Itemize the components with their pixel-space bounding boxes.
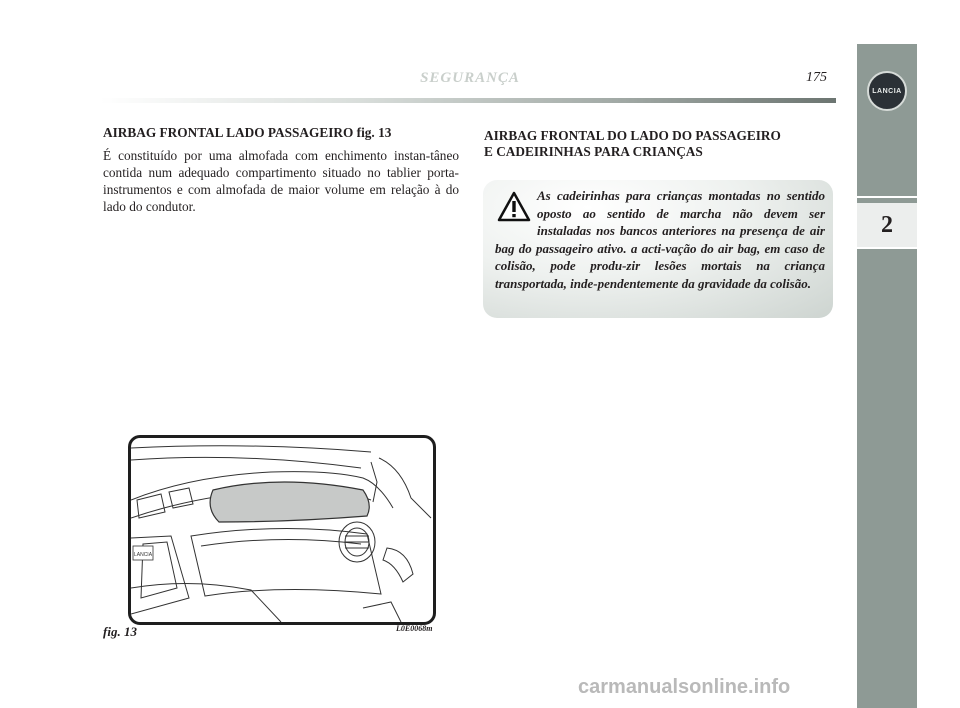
watermark-text: carmanualsonline.info [578, 676, 791, 698]
figure-code: L0E0068m [396, 624, 433, 633]
radio-badge-text: LANCIA [133, 552, 153, 558]
chapter-tab[interactable] [857, 203, 917, 247]
lancia-logo [867, 71, 907, 111]
header-rule [100, 98, 836, 103]
figure-caption: fig. 13 [103, 624, 137, 639]
section-heading-right: AIRBAG FRONTAL DO LADO DO PASSAGEIRO E CADEIRINHAS PARA CRIANÇAS [484, 128, 781, 159]
body-paragraph: É constituído por uma almofada com enchimento instan-tâneo contida num adequado compartimento situado no tablier porta-instrumentos e com almofada de maior volume em relação à do lado do condutor. [103, 148, 459, 214]
chapter-sidebar [857, 44, 917, 708]
sidebar-divider [857, 247, 917, 249]
right-column [484, 128, 824, 160]
sidebar-divider [857, 196, 917, 198]
logo-text: LANCIA [872, 87, 902, 95]
figure-frame [128, 435, 436, 625]
warning-text: As cadeirinhas para crianças montadas no sentido oposto ao sentido de marcha não devem ser instaladas nos bancos anteriores na presença de air bag do passageiro ativo. a acti-vação do air bag, em caso de colisão, pode produ-zir lesões mortais na criança transportada, inde-pendentemente da gravidade da colisão. [495, 188, 825, 291]
chapter-number: 2 [881, 211, 893, 238]
page-number: 175 [806, 70, 827, 85]
dashboard-illustration [131, 438, 433, 622]
section-heading: AIRBAG FRONTAL LADO PASSAGEIRO fig. 13 [103, 125, 392, 140]
running-header-title: SEGURANÇA [420, 70, 520, 86]
left-column [103, 124, 459, 215]
